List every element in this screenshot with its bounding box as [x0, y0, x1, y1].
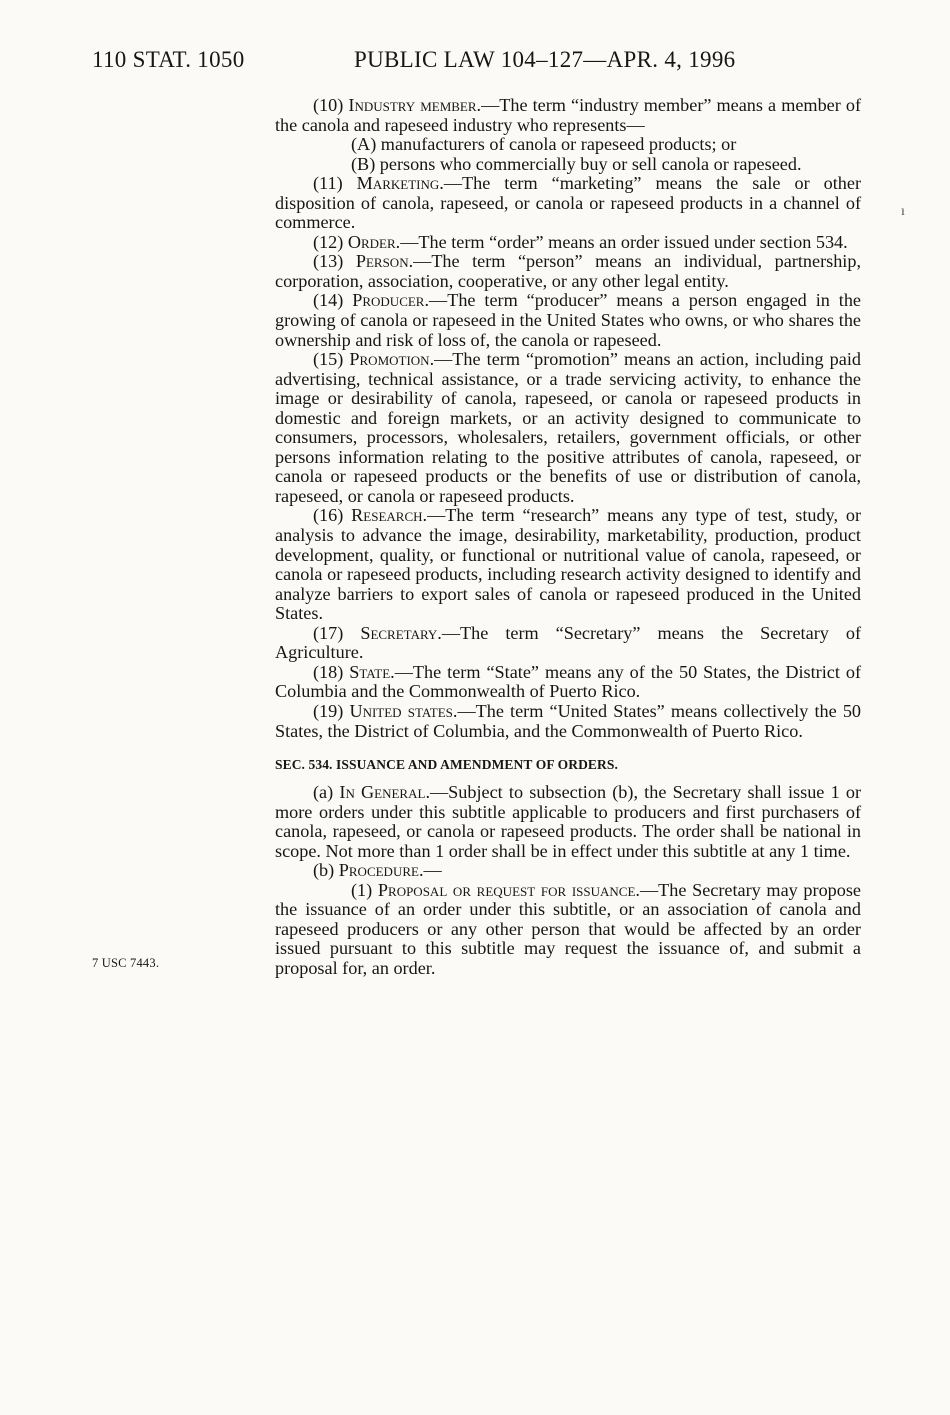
subsection-b: (b) Procedure.—: [313, 860, 442, 881]
stat-page-reference: 110 STAT. 1050: [92, 47, 245, 72]
section-534-heading: SEC. 534. ISSUANCE AND AMENDMENT OF ORDERS.: [275, 757, 618, 773]
definition-11: (11) Marketing.—The term “marketing” means the sale or other disposition of canola, rapeseed, or canola or rapeseed products in a channel of commerce.: [275, 173, 862, 233]
definition-18: (18) State.—The term “State” means any of the 50 States, the District of Columbia and the Commonwealth of Puerto Rico.: [275, 661, 862, 702]
definition-16: (16) Research.—The term “research” means any type of test, study, or analysis to advance the image, desirability, marketability, production, product development, quality, or functional or nutritional value of canola, rapeseed, or canola or rapeseed products, including research activity designed to identify and analyze barriers to export sales of canola or rapeseed produced in the United States.: [275, 505, 862, 624]
definition-19: (19) United states.—The term “United States” means collectively the 50 States, the District of Columbia, and the Commonwealth of Puerto Rico.: [275, 700, 862, 741]
definition-13: (13) Person.—The term “person” means an individual, partnership, corporation, association, cooperative, or any other legal entity.: [275, 251, 861, 291]
definition-10-b: (B) persons who commercially buy or sell canola or rapeseed.: [351, 153, 802, 174]
public-law-title: PUBLIC LAW 104–127—APR. 4, 1996: [354, 47, 736, 72]
definition-14: (14) Producer.—The term “producer” means a person engaged in the growing of canola or rapeseed in the United States who owns, or who shares the ownership and risk of loss of, the canola or rapeseed.: [275, 290, 862, 350]
usc-margin-note: 7 USC 7443.: [92, 956, 160, 970]
body-text: [275, 96, 861, 979]
definition-15: (15) Promotion.—The term “promotion” means an action, including paid advertising, technical assistance, or a trade servicing activity, to enhance the image or desirability of canola, rapeseed, or canola or rapeseed products in domestic and foreign markets, or an activity designed to communicate to consumers, processors, wholesalers, retailers, government officials, or other persons information relating to the positive attributes of canola, rapeseed, or canola or rapeseed products or the benefits of use or distribution of canola, rapeseed, or canola or rapeseed products.: [275, 349, 861, 506]
definition-17: (17) Secretary.—The term “Secretary” means the Secretary of Agriculture.: [275, 622, 861, 663]
definition-10: (10) Industry member.—The term “industry member” means a member of the canola and rapeseed industry who represents—: [275, 95, 862, 135]
definition-12: (12) Order.—The term “order” means an order issued under section 534.: [313, 231, 848, 252]
paragraph-b-1: (1) Proposal or request for issuance.—The Secretary may propose the issuance of an order under this subtitle, or an association of canola and rapeseed producers or any other person that would be affected by an order issued pursuant to this subtitle may request the issuance of, and submit a proposal for, an order.: [275, 879, 861, 978]
scan-mark: ı: [901, 204, 905, 219]
subsection-a: (a) In General.—Subject to subsection (b), the Secretary shall issue 1 or more orders under this subtitle applicable to producers and first purchasers of canola, rapeseed, or canola or rapeseed products. The order shall be national in scope. Not more than 1 order shall be in effect under this subtitle at any 1 time.: [275, 782, 862, 861]
running-header: [92, 47, 735, 73]
definition-10-a: (A) manufacturers of canola or rapeseed products; or: [351, 134, 737, 155]
